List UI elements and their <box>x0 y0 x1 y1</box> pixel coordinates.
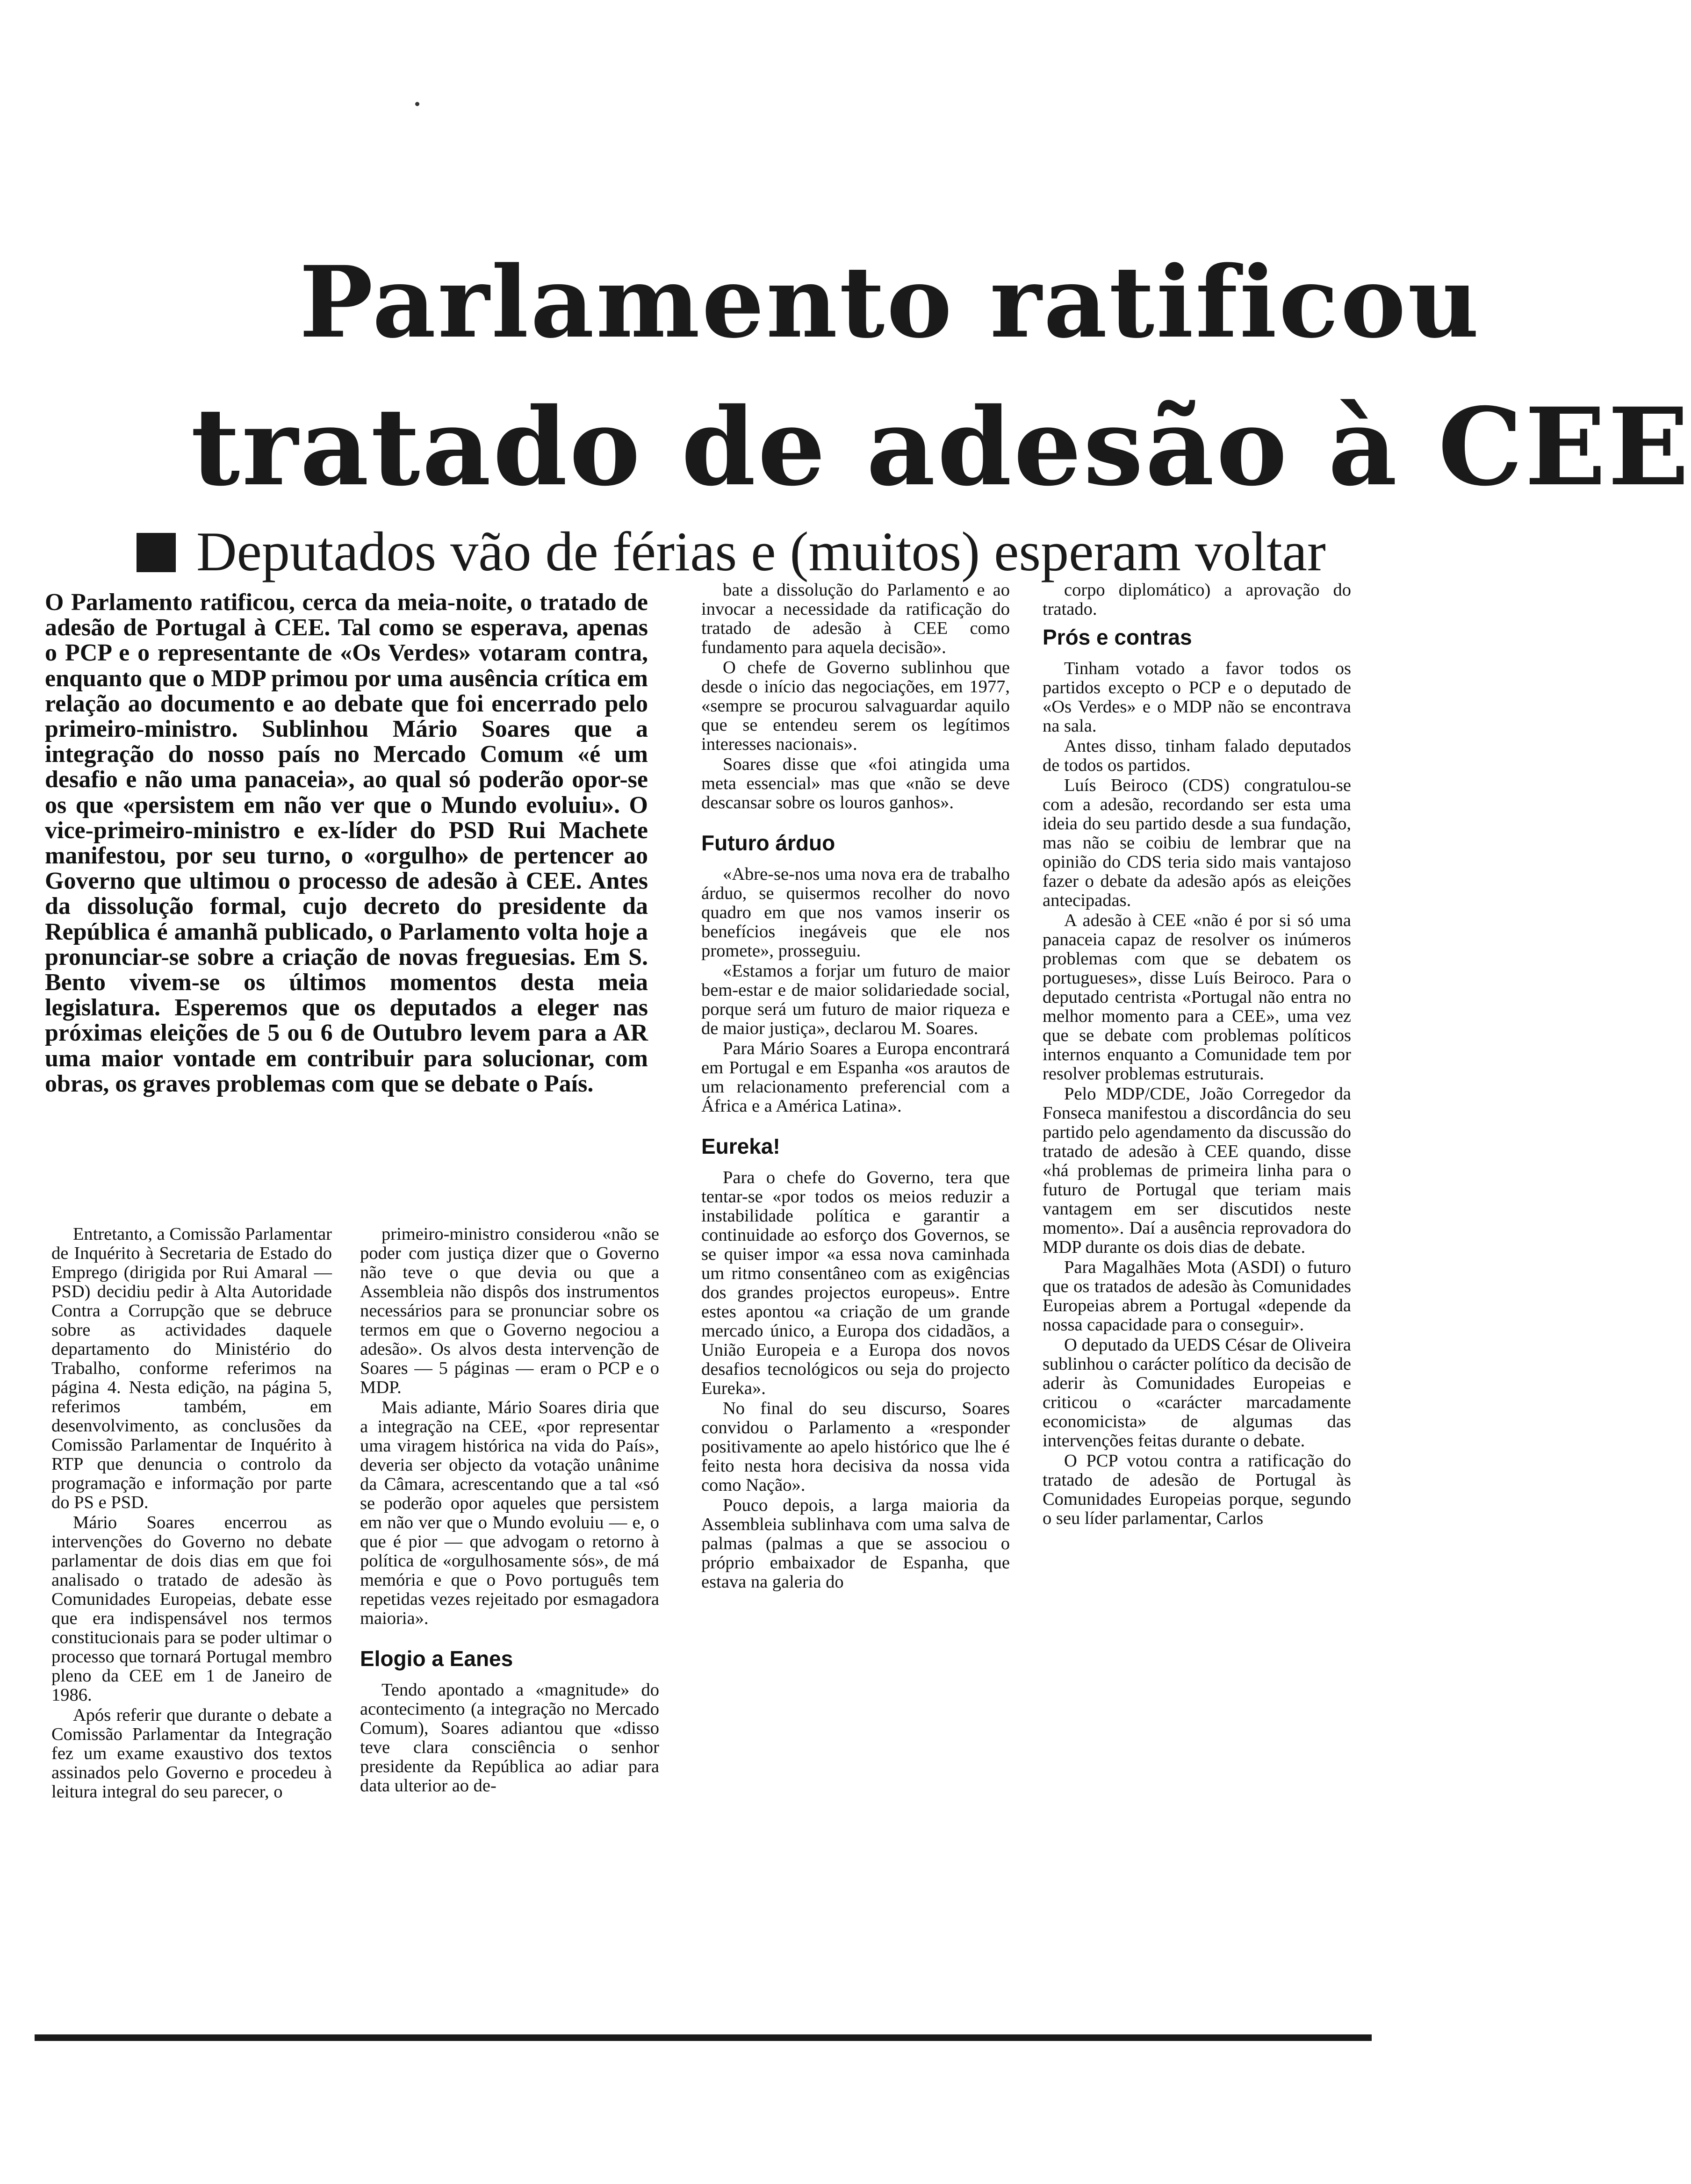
column-4 <box>1043 581 1351 2015</box>
col4-paragraph: O deputado da UEDS César de Oliveira sublinhou o carácter político da decisão de aderir às Comunidades Europeias e criticou o «carácter marcadamente economicista» de algumas das intervenções feitas durante o debate. <box>1043 1335 1351 1451</box>
headline-line-1: Parlamento ratificou <box>299 244 1481 360</box>
stray-mark <box>415 102 419 106</box>
section-heading-eureka: Eureka! <box>701 1134 780 1158</box>
col1-paragraph: Mário Soares encerrou as intervenções do Governo no debate parlamentar de dois dias em que foi analisado o tratado de adesão às Comunidades Europeias, debate esse que era indispensável nos termos constitucionais para se poder ultimar o processo que tornará Portugal membro pleno da CEE em 1 de Janeiro de 1986. <box>51 1513 332 1705</box>
col4-paragraph: Luís Beiroco (CDS) congratulou-se com a adesão, recordando ser esta uma ideia do seu partido desde a sua fundação, mas não se coibiu de lembrar que na opinião do CDS teria sido mais vantajoso fazer o debate da adesão após as eleições antecipadas. <box>1043 776 1351 910</box>
section-heading-pros-contras: Prós e contras <box>1043 625 1192 649</box>
column-2 <box>360 1225 659 2015</box>
section-heading-futuro: Futuro árduo <box>701 831 835 855</box>
column-1 <box>51 1225 332 2015</box>
col3-paragraph: bate a dissolução do Parlamento e ao invocar a necessidade da ratificação do tratado de adesão à CEE como fundamento para aquela decisão». <box>701 580 1010 657</box>
col2-paragraph: primeiro-ministro considerou «não se poder com justiça dizer que o Governo não teve o que devia ou que a Assembleia não dispôs dos instrumentos necessários para se pronunciar sobre os termos em que o Governo negociou a adesão». Os alvos desta intervenção de Soares — 5 páginas — eram o PCP e o MDP. <box>360 1224 659 1397</box>
lead-block <box>45 590 648 1097</box>
col1-paragraph: Entretanto, a Comissão Parlamentar de Inquérito à Secretaria de Estado do Emprego (dirigida por Rui Amaral — PSD) decidiu pedir à Alta Autoridade Contra a Corrupção que se debruce sobre as actividades daquele departamento do Ministério do Trabalho, conforme referimos na página 4. Nesta edição, na página 5, referimos também, em desenvolvimento, as conclusões da Comissão Parlamentar de Inquérito à RTP que denuncia o controlo da programação e informação por parte do PS e PSD. <box>51 1224 332 1512</box>
col2-paragraph: Mais adiante, Mário Soares diria que a integração na CEE, «por representar uma viragem histórica na vida do País», deveria ser objecto da votação unânime da Câmara, acrescentando que a tal «só se poderão opor aqueles que persistem em não ver que o Mundo evoluiu — e, o que é pior — que advogam o retorno à política de «orgulhosamente sós», de má memória e que o Povo português tem repetidas vezes rejeitado por esmagadora maioria». <box>360 1398 659 1628</box>
subheadline: Deputados vão de férias e (muitos) esperam voltar <box>196 520 1326 582</box>
col4-paragraph: Antes disso, tinham falado deputados de todos os partidos. <box>1043 736 1351 775</box>
section-heading-elogio: Elogio a Eanes <box>360 1646 513 1671</box>
col3-paragraph: O chefe de Governo sublinhou que desde o início das negociações, em 1977, «sempre se procurou salvaguardar aquilo que se entendeu serem os legítimos interesses nacionais». <box>701 658 1010 754</box>
col2-paragraph: Tendo apontado a «magnitude» do acontecimento (a integração no Mercado Comum), Soares adiantou que «disso teve clara consciência o senhor presidente da República ao adiar para data ulterior ao de- <box>360 1680 659 1796</box>
col3-paragraph: Para o chefe do Governo, tera que tentar-se «por todos os meios reduzir a instabilidade política e garantir a continuidade ao esforço dos Governos, se se quiser impor «a essa nova caminhada um ritmo consentâneo com as exigências dos grandes projectos europeus». Entre estes apontou «a criação de um grande mercado único, a Europa dos cidadãos, a União Europeia e a Europa dos novos desafios tecnológicos ou seja do projecto Eureka». <box>701 1168 1010 1398</box>
section-box-icon <box>137 533 176 572</box>
col4-paragraph: O PCP votou contra a ratificação do tratado de adesão de Portugal às Comunidades Europeias porque, segundo o seu líder parlamentar, Carlos <box>1043 1451 1351 1528</box>
col3-paragraph: «Estamos a forjar um futuro de maior bem-estar e de maior solidariedade social, porque será um futuro de maior riqueza e de maior justiça», declarou M. Soares. <box>701 961 1010 1038</box>
col4-paragraph: A adesão à CEE «não é por si só uma panaceia capaz de resolver os inúmeros problemas com que se debatem os portugueses», disse Luís Beiroco. Para o deputado centrista «Portugal não entra no melhor momento para a CEE», uma vez que se debate com problemas políticos internos enquanto a Comunidade tem por resolver problemas estruturais. <box>1043 911 1351 1084</box>
col1-paragraph: Após referir que durante o debate a Comissão Parlamentar da Integração fez um exame exaustivo dos textos assinados pelo Governo e procedeu à leitura integral do seu parecer, o <box>51 1705 332 1802</box>
col3-paragraph: «Abre-se-nos uma nova era de trabalho árduo, se quisermos recolher do novo quadro em que nos vamos inserir os benefícios inegáveis que ele nos promete», prosseguiu. <box>701 864 1010 961</box>
col4-paragraph: Pelo MDP/CDE, João Corregedor da Fonseca manifestou a discordância do seu partido pelo agendamento da discussão do tratado de adesão à CEE quando, disse «há problemas de primeira linha para o futuro de Portugal que teriam mais vantagem em ser discutidos neste momento». Daí a ausência reprovadora do MDP durante os dois dias de debate. <box>1043 1084 1351 1257</box>
column-3 <box>701 581 1010 2015</box>
col4-paragraph: corpo diplomático) a aprovação do tratado. <box>1043 580 1351 619</box>
headline-line-2: tratado de adesão à CEE <box>191 384 1691 510</box>
col3-paragraph: Pouco depois, a larga maioria da Assembleia sublinhava com uma salva de palmas (palmas a que se associou o próprio embaixador de Espanha, que estava na galeria do <box>701 1495 1010 1592</box>
col3-paragraph: Soares disse que «foi atingida uma meta essencial» mas que «não se deve descansar sobre os louros ganhos». <box>701 754 1010 812</box>
bottom-rule <box>35 2034 1372 2041</box>
lead-paragraph: O Parlamento ratificou, cerca da meia-noite, o tratado de adesão de Portugal à CEE. Tal como se esperava, apenas o PCP e o representante de «Os Verdes» votaram contra, enquanto que o MDP primou por uma ausência crítica em relação ao documento e ao debate que foi encerrado pelo primeiro-ministro. Sublinhou Mário Soares que a integração do nosso país no Mercado Comum «é um desafio e não uma panaceia», ao qual só poderão opor-se os que «persistem em não ver que o Mundo evoluiu». O vice-primeiro-ministro e ex-líder do PSD Rui Machete manifestou, por seu turno, o «orgulho» de pertencer ao Governo que ultimou o processo de adesão à CEE. Antes da dissolução formal, cujo decreto do presidente da República é amanhã publicado, o Parlamento volta hoje a pronunciar-se sobre a criação de novas freguesias. Em S. Bento vivem-se os últimos momentos desta meia legislatura. Esperemos que os deputados a eleger nas próximas eleições de 5 ou 6 de Outubro levem para a AR uma maior vontade em contribuir para solucionar, com obras, os graves problemas com que se debate o País. <box>45 589 648 1097</box>
col4-paragraph: Para Magalhães Mota (ASDI) o futuro que os tratados de adesão às Comunidades Europeias abrem a Portugal «depende da nossa capacidade para o conseguir». <box>1043 1257 1351 1335</box>
col3-paragraph: Para Mário Soares a Europa encontrará em Portugal e em Espanha «os arautos de um relacionamento preferencial com a África e a América Latina». <box>701 1039 1010 1116</box>
col3-paragraph: No final do seu discurso, Soares convidou o Parlamento a «responder positivamente ao apelo histórico que lhe é feito nesta hora decisiva da nossa vida como Nação». <box>701 1399 1010 1495</box>
col4-paragraph: Tinham votado a favor todos os partidos excepto o PCP e o deputado de «Os Verdes» e o MDP não se encontrava na sala. <box>1043 659 1351 736</box>
